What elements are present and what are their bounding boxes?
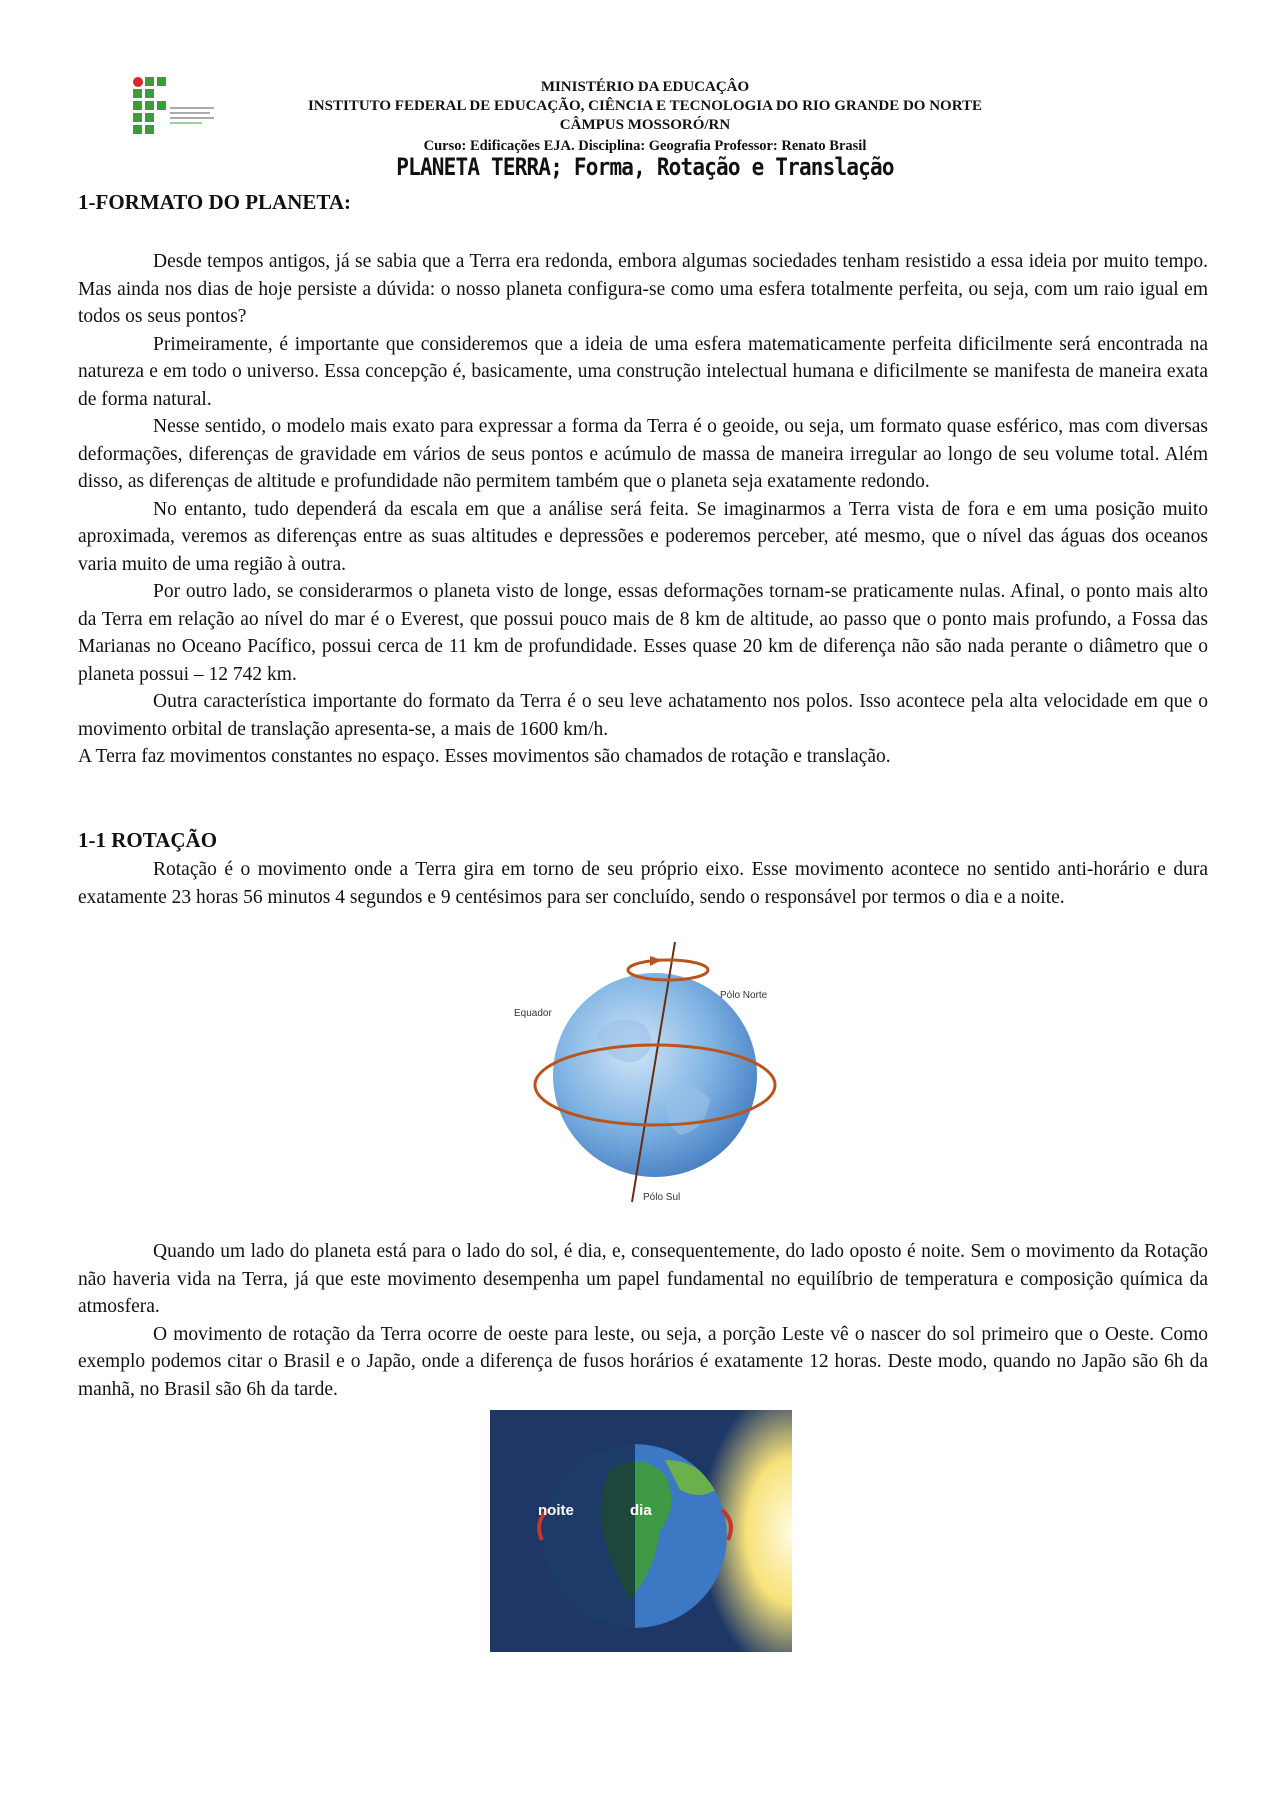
paragraph: Por outro lado, se considerarmos o planeta visto de longe, essas deformações tornam-se praticamente nulas. Afinal, o ponto mais alto da Terra em relação ao nível do mar é o Everest, que possui pouco mais de 8 km de altitude, ao passo que o ponto mais profundo, a Fossa das Marianas no Oceano Pacífico, possui cerca de 11 km de profundidade. Esses quase 20 km de diferença não são nada perante o diâmetro que o planeta possui – 12 742 km. — [78, 581, 1208, 685]
paragraph: O movimento de rotação da Terra ocorre de oeste para leste, ou seja, a porção Leste vê o nascer do sol primeiro que o Oeste. Como exemplo podemos citar o Brasil e o Japão, onde a diferença de fusos horários é exatamente 12 horas. Deste modo, quando no Japão são 6h da manhã, no Brasil são 6h da tarde. — [78, 1323, 1208, 1400]
header-ministry: MINISTÉRIO DA EDUCAÇÂO — [540, 79, 750, 95]
section2-intro — [78, 856, 1208, 911]
ifrn-logo — [130, 76, 216, 142]
day-night-figure — [490, 1410, 792, 1652]
section1-heading: 1-FORMATO DO PLANETA: — [78, 190, 351, 214]
paragraph: Quando um lado do planeta está para o lado do sol, é dia, e, consequentemente, do lado oposto é noite. Sem o movimento da Rotação não haveria vida na Terra, já que este movimento desempenha um papel fundamental no equilíbrio de temperatura e composição química da atmosfera. — [78, 1241, 1208, 1317]
paragraph: Rotação é o movimento onde a Terra gira em torno de seu próprio eixo. Esse movimento acontece no sentido anti-horário e dura exatamente 23 horas 56 minutos 4 segundos e 9 centésimos para ser concluído, sendo o responsável por termos o dia e a noite. — [78, 859, 1208, 908]
rotation-globe-figure — [500, 940, 790, 1210]
paragraph: Nesse sentido, o modelo mais exato para expressar a forma da Terra é o geoide, ou seja, um formato quase esférico, mas com diversas deformações, diferenças de gravidade em vários de seus pontos e acúmulo de massa de maneira irregular ao longo de seu volume total. Além disso, as diferenças de altitude e profundidade não permitem também que o planeta seja exatamente redondo. — [78, 416, 1208, 492]
section2-body — [78, 1238, 1208, 1403]
paragraph-closing: A Terra faz movimentos constantes no espaço. Esses movimentos são chamados de rotação e translação. — [78, 746, 891, 767]
section1-body — [78, 248, 1208, 771]
label-south-pole: Pólo Sul — [643, 1192, 681, 1203]
paragraph: Desde tempos antigos, já se sabia que a Terra era redonda, embora algumas sociedades tenham resistido a essa ideia por muito tempo. Mas ainda nos dias de hoje persiste a dúvida: o nosso planeta configura-se como uma esfera totalmente perfeita, ou seja, com um raio igual em todos os seus pontos? — [78, 251, 1208, 327]
globe — [553, 973, 757, 1177]
section2-heading: 1-1 ROTAÇÃO — [78, 828, 218, 852]
label-equator: Equador — [514, 1008, 552, 1019]
paragraph: Outra característica importante do formato da Terra é o seu leve achatamento nos polos. Isso acontece pela alta velocidade em que o movimento orbital de translação apresenta-se, a mais de 1600 km/h. — [78, 691, 1208, 740]
header-course-line: Curso: Edificações EJA. Disciplina: Geografia Professor: Renato Brasil — [423, 138, 867, 154]
label-north-pole: Pólo Norte — [720, 990, 768, 1001]
document-title: PLANETA TERRA; Forma, Rotação e Translação — [396, 153, 894, 181]
paragraph: Primeiramente, é importante que consideremos que a ideia de uma esfera matematicamente perfeita dificilmente será encontrada na natureza e em todo o universo. Essa concepção é, basicamente, uma construção intelectual humana e dificilmente se manifesta de maneira exata de forma natural. — [78, 333, 1208, 410]
header-institute: INSTITUTO FEDERAL DE EDUCAÇÃO, CIÊNCIA E TECNOLOGIA DO RIO GRANDE DO NORTE — [307, 98, 983, 114]
header-campus: CÂMPUS MOSSORÓ/RN — [559, 117, 731, 133]
label-day: dia — [630, 1502, 652, 1519]
paragraph: No entanto, tudo dependerá da escala em que a análise será feita. Se imaginarmos a Terra vista de fora e em uma posição muito aproximada, veremos as diferenças entre as suas altitudes e depressões e poderemos perceber, até mesmo, que o nível das águas dos oceanos varia muito de uma região à outra. — [78, 498, 1208, 575]
label-night: noite — [538, 1502, 574, 1519]
